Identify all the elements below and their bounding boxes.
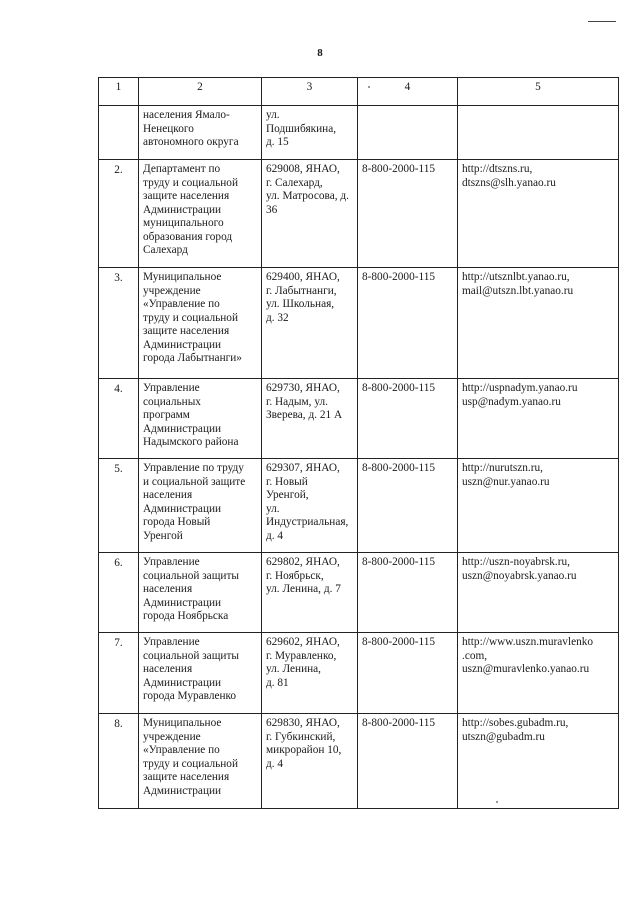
- institution-phone: 8-800-2000-115: [358, 459, 458, 553]
- column-header-number: 1: [99, 78, 139, 106]
- row-number: 6.: [99, 553, 139, 633]
- page-number: 8: [317, 47, 323, 59]
- table-row: [99, 106, 619, 160]
- table-row: [99, 379, 619, 459]
- institution-address: 629830, ЯНАО, г. Губкинский, микрорайон 10, д. 4: [262, 714, 358, 809]
- row-number: 5.: [99, 459, 139, 553]
- table-row: [99, 459, 619, 553]
- institution-web-email: http://sobes.gubadm.ru, utszn@gubadm.ru: [458, 714, 619, 809]
- institution-phone: [358, 106, 458, 160]
- row-number: 3.: [99, 268, 139, 379]
- institution-phone: 8-800-2000-115: [358, 379, 458, 459]
- corner-mark-line: [588, 21, 616, 22]
- institution-name: Управление социальных программ Администрации Надымского района: [139, 379, 262, 459]
- institution-phone: 8-800-2000-115: [358, 714, 458, 809]
- institution-phone: 8-800-2000-115: [358, 553, 458, 633]
- institution-address: ул. Подшибякина, д. 15: [262, 106, 358, 160]
- institution-name: Муниципальное учреждение «Управление по труду и социальной защите населения Администрации: [139, 714, 262, 809]
- institution-name: Управление социальной защиты населения Администрации города Муравленко: [139, 633, 262, 714]
- institution-name: населения Ямало- Ненецкого автономного округа: [139, 106, 262, 160]
- institution-address: 629008, ЯНАО, г. Салехард, ул. Матросова, д. 36: [262, 160, 358, 268]
- column-header-phone: 4: [358, 78, 458, 106]
- institution-web-email: http://www.uszn.muravlenko .com, uszn@muravlenko.yanao.ru: [458, 633, 619, 714]
- table-header-row: [99, 78, 619, 106]
- table-row: [99, 714, 619, 809]
- institution-phone: 8-800-2000-115: [358, 160, 458, 268]
- row-number: 7.: [99, 633, 139, 714]
- table-row: [99, 633, 619, 714]
- column-header-name: 2: [139, 78, 262, 106]
- column-header-address: 3: [262, 78, 358, 106]
- institution-phone: 8-800-2000-115: [358, 268, 458, 379]
- institution-web-email: http://uszn-noyabrsk.ru, uszn@noyabrsk.yanao.ru: [458, 553, 619, 633]
- row-number: 2.: [99, 160, 139, 268]
- institution-address: 629307, ЯНАО, г. Новый Уренгой, ул. Индустриальная, д. 4: [262, 459, 358, 553]
- institution-web-email: [458, 106, 619, 160]
- institution-web-email: http://uspnadym.yanao.ru usp@nadym.yanao.ru: [458, 379, 619, 459]
- institution-name: Департамент по труду и социальной защите населения Администрации муниципального образования город Салехард: [139, 160, 262, 268]
- institution-address: 629602, ЯНАО, г. Муравленко, ул. Ленина, д. 81: [262, 633, 358, 714]
- institution-web-email: http://utsznlbt.yanao.ru, mail@utszn.lbt.yanao.ru: [458, 268, 619, 379]
- institution-address: 629802, ЯНАО, г. Ноябрьск, ул. Ленина, д. 7: [262, 553, 358, 633]
- table-row: [99, 160, 619, 268]
- row-number: 4.: [99, 379, 139, 459]
- institution-address: 629730, ЯНАО, г. Надым, ул. Зверева, д. 21 А: [262, 379, 358, 459]
- column-header-web: 5: [458, 78, 619, 106]
- institution-phone: 8-800-2000-115: [358, 633, 458, 714]
- institution-name: Управление по труду и социальной защите населения Администрации города Новый Уренгой: [139, 459, 262, 553]
- row-number: [99, 106, 139, 160]
- table-row: [99, 268, 619, 379]
- institution-name: Управление социальной защиты населения Администрации города Ноябрьска: [139, 553, 262, 633]
- institution-name: Муниципальное учреждение «Управление по труду и социальной защите населения Администрации города Лабытнанги»: [139, 268, 262, 379]
- institution-web-email: http://dtszns.ru, dtszns@slh.yanao.ru: [458, 160, 619, 268]
- row-number: 8.: [99, 714, 139, 809]
- institution-web-email: http://nurutszn.ru, uszn@nur.yanao.ru: [458, 459, 619, 553]
- table-row: [99, 553, 619, 633]
- institutions-table: [98, 77, 619, 809]
- institution-address: 629400, ЯНАО, г. Лабытнанги, ул. Школьная, д. 32: [262, 268, 358, 379]
